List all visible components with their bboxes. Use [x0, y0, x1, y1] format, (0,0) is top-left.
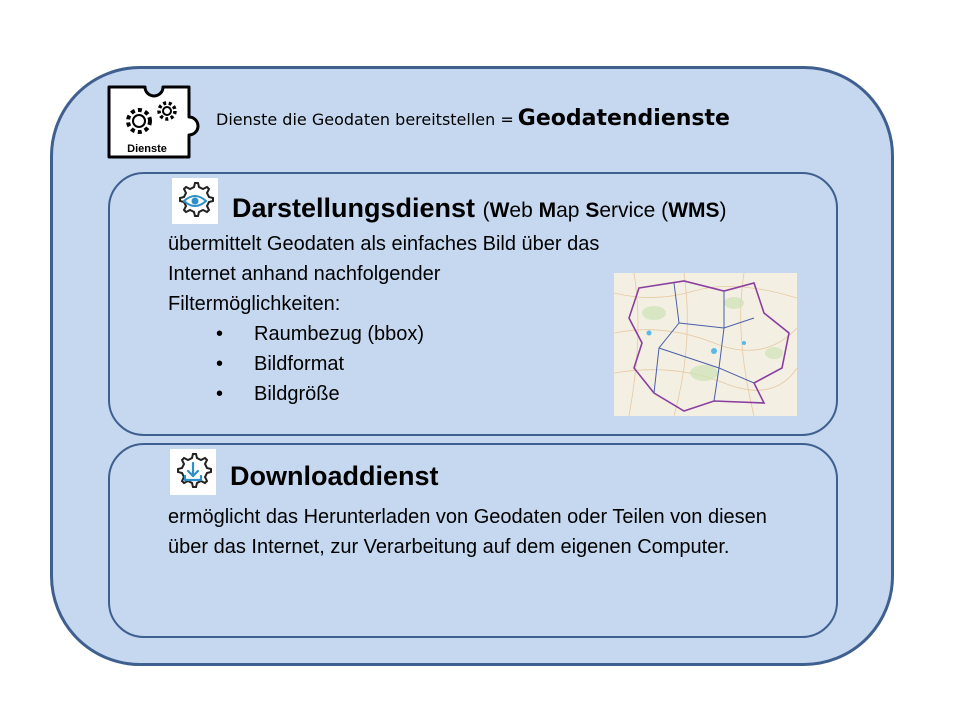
wms-title: Darstellungsdienst: [232, 193, 476, 223]
wms-description: übermittelt Geodaten als einfaches Bild über das Internet anhand nachfolgender Filtermöglichkeiten:: [168, 233, 600, 315]
puzzle-label: Dienste: [127, 143, 167, 155]
eye-gear-icon: [172, 178, 218, 224]
list-item: • Bildgröße: [216, 379, 424, 409]
header-line: [216, 106, 730, 131]
download-description: ermöglicht das Herunterladen von Geodaten oder Teilen von diesen über das Internet, zur Verarbeitung auf dem eigenen Computer.: [168, 506, 767, 558]
download-gear-icon: [170, 449, 216, 495]
map-thumbnail: [614, 273, 797, 416]
download-title: Downloaddienst: [230, 461, 439, 491]
header-highlight: Geodatendienste: [517, 106, 730, 131]
wms-title-line: [232, 193, 727, 224]
wms-subtitle: (Web Map Service (WMS): [482, 199, 727, 222]
header-text: Dienste die Geodaten bereitstellen =: [216, 110, 514, 129]
wms-filter-list: [216, 319, 424, 409]
list-item: • Bildformat: [216, 349, 424, 379]
list-item: • Raumbezug (bbox): [216, 319, 424, 349]
